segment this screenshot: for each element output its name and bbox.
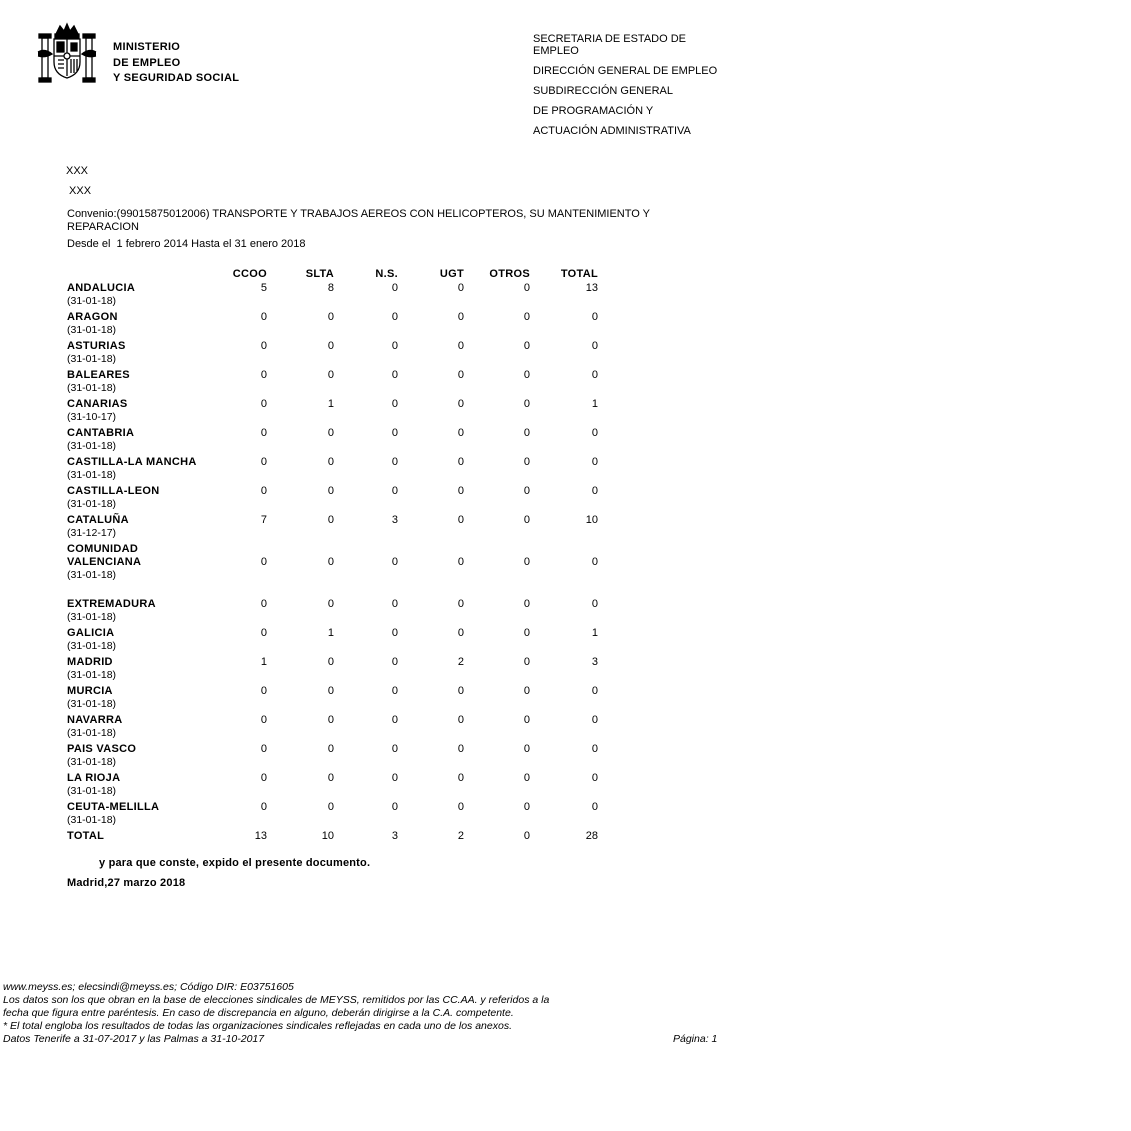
ministry-line: Y SEGURIDAD SOCIAL — [113, 72, 240, 84]
region-name: PAIS VASCO — [67, 743, 137, 755]
value-cell: 0 — [327, 656, 334, 668]
value-cell: 0 — [591, 427, 598, 439]
value-cell: 0 — [391, 801, 398, 813]
value-cell: 0 — [260, 369, 267, 381]
footer-line: Datos Tenerife a 31-07-2017 y las Palmas a 31-10-2017 — [3, 1033, 265, 1045]
value-cell: 0 — [523, 282, 530, 294]
column-header: TOTAL — [560, 268, 598, 280]
value-cell: 0 — [391, 398, 398, 410]
value-cell: 0 — [327, 772, 334, 784]
table-row — [67, 772, 598, 801]
department-line: DIRECCIÓN GENERAL DE EMPLEO — [533, 65, 718, 77]
ministry-line: DE EMPLEO — [113, 56, 181, 69]
region-date: (31-01-18) — [67, 698, 117, 710]
region-name: COMUNIDAD VALENCIANA — [67, 543, 142, 568]
value-cell: 0 — [457, 598, 464, 610]
value-cell: 0 — [457, 282, 464, 294]
department-line: DE PROGRAMACIÓN Y — [533, 105, 654, 117]
value-cell: 0 — [523, 340, 530, 352]
value-cell: 0 — [327, 801, 334, 813]
region-name: CASTILLA-LEON — [67, 485, 160, 497]
region-date: (31-10-17) — [67, 411, 117, 423]
value-cell: 7 — [260, 514, 267, 526]
department-line: EMPLEO — [533, 45, 579, 57]
value-cell: 0 — [327, 743, 334, 755]
value-cell: 0 — [523, 514, 530, 526]
value-cell: 0 — [523, 714, 530, 726]
footer-line: * El total engloba los resultados de todas las organizaciones sindicales reflejadas en cada uno de los anexos. — [3, 1020, 512, 1032]
value-cell: 0 — [327, 369, 334, 381]
value-cell: 0 — [523, 456, 530, 468]
recipient-address — [66, 163, 91, 203]
column-header: UGT — [439, 268, 464, 280]
results-table — [67, 266, 598, 848]
value-cell: 0 — [457, 556, 464, 568]
value-cell: 0 — [391, 311, 398, 323]
table-row — [67, 456, 598, 485]
value-cell: 1 — [260, 656, 267, 668]
footer-line: fecha que figura entre paréntesis. En caso de discrepancia en alguno, deberán dirigirse a la C.A. competente. — [3, 1007, 514, 1019]
value-cell: 0 — [391, 456, 398, 468]
region-name: ARAGON — [67, 311, 118, 323]
value-cell: 0 — [591, 598, 598, 610]
ministry-line: MINISTERIO — [113, 41, 181, 53]
region-date: (31-01-18) — [67, 295, 117, 307]
column-header: OTROS — [489, 268, 530, 280]
value-cell: 3 — [391, 514, 398, 526]
value-cell: 0 — [391, 369, 398, 381]
value-cell: 0 — [457, 485, 464, 497]
region-date: (31-01-18) — [67, 440, 117, 452]
value-cell: 0 — [457, 514, 464, 526]
address-line: XXX — [66, 165, 89, 177]
table-header-row — [67, 266, 598, 282]
region-name: ANDALUCIA — [67, 282, 136, 294]
table-row — [67, 543, 598, 598]
value-cell: 0 — [457, 714, 464, 726]
value-cell: 5 — [260, 282, 267, 294]
value-cell: 0 — [260, 772, 267, 784]
table-row — [67, 743, 598, 772]
value-cell: 0 — [523, 801, 530, 813]
value-cell: 1 — [591, 627, 598, 639]
value-cell: 0 — [591, 311, 598, 323]
value-cell: 2 — [457, 656, 464, 668]
value-cell: 0 — [591, 743, 598, 755]
value-cell: 0 — [591, 801, 598, 813]
region-cell — [67, 456, 217, 485]
value-cell: 0 — [391, 627, 398, 639]
value-cell: 0 — [260, 743, 267, 755]
region-date: (31-01-18) — [67, 498, 117, 510]
region-name: GALICIA — [67, 627, 115, 639]
region-cell — [67, 311, 217, 340]
department-block — [533, 33, 733, 137]
region-date: (31-01-18) — [67, 324, 117, 336]
footer-line: Los datos son los que obran en la base de elecciones sindicales de MEYSS, remitidos por las CC.AA. y referidos a la — [3, 994, 550, 1006]
region-name: MADRID — [67, 656, 113, 668]
region-cell — [67, 282, 217, 311]
period-text: Desde el 1 febrero 2014 Hasta el 31 enero 2018 — [67, 238, 306, 250]
value-cell: 0 — [523, 556, 530, 568]
region-cell — [67, 340, 217, 369]
value-cell: 0 — [457, 456, 464, 468]
region-cell — [67, 398, 217, 427]
value-cell: 0 — [523, 369, 530, 381]
value-cell: 0 — [523, 656, 530, 668]
table-row — [67, 627, 598, 656]
region-date: (31-01-18) — [67, 569, 117, 581]
value-cell: 13 — [585, 282, 598, 294]
value-cell: 0 — [327, 485, 334, 497]
value-cell: 0 — [523, 485, 530, 497]
value-cell: 0 — [391, 598, 398, 610]
value-cell: 0 — [457, 398, 464, 410]
value-cell: 1 — [327, 398, 334, 410]
column-header: CCOO — [232, 268, 267, 280]
total-value-cell: 13 — [254, 830, 267, 842]
value-cell: 0 — [591, 485, 598, 497]
value-cell: 0 — [457, 311, 464, 323]
region-cell — [67, 598, 217, 627]
footer-line: www.meyss.es; elecsindi@meyss.es; Código DIR: E03751605 — [3, 981, 294, 993]
address-line: XXX — [66, 185, 92, 197]
value-cell: 1 — [327, 627, 334, 639]
place-date: Madrid,27 marzo 2018 — [67, 877, 186, 889]
value-cell: 0 — [457, 340, 464, 352]
total-value-cell: 2 — [457, 830, 464, 842]
region-date: (31-01-18) — [67, 785, 117, 797]
value-cell: 0 — [327, 340, 334, 352]
region-name: BALEARES — [67, 369, 130, 381]
value-cell: 0 — [327, 514, 334, 526]
closing-statement: y para que conste, expido el presente documento. — [99, 857, 371, 869]
value-cell: 0 — [260, 685, 267, 697]
department-line: SUBDIRECCIÓN GENERAL — [533, 85, 673, 97]
value-cell: 0 — [591, 340, 598, 352]
value-cell: 0 — [391, 556, 398, 568]
region-cell — [67, 656, 217, 685]
value-cell: 0 — [391, 772, 398, 784]
total-value-cell: 0 — [523, 830, 530, 842]
convenio-title: Convenio:(99015875012006) TRANSPORTE Y TRABAJOS AEREOS CON HELICOPTEROS, SU MANTENIMIENTO Y REPARACION — [67, 208, 650, 233]
value-cell: 0 — [523, 685, 530, 697]
total-row — [67, 830, 598, 848]
value-cell: 0 — [523, 627, 530, 639]
value-cell: 0 — [260, 556, 267, 568]
region-date: (31-01-18) — [67, 756, 117, 768]
region-cell — [67, 627, 217, 656]
department-line: SECRETARIA DE ESTADO DE — [533, 33, 687, 45]
value-cell: 10 — [585, 514, 598, 526]
department-line: ACTUACIÓN ADMINISTRATIVA — [533, 125, 691, 137]
table-row — [67, 514, 598, 543]
table-row — [67, 369, 598, 398]
region-date: (31-01-18) — [67, 353, 117, 365]
value-cell: 0 — [591, 772, 598, 784]
value-cell: 0 — [260, 627, 267, 639]
value-cell: 0 — [591, 369, 598, 381]
value-cell: 0 — [260, 427, 267, 439]
value-cell: 0 — [327, 685, 334, 697]
region-cell — [67, 714, 217, 743]
value-cell: 0 — [457, 369, 464, 381]
page-number: Página: 1 — [673, 1033, 718, 1045]
value-cell: 0 — [260, 801, 267, 813]
total-label: TOTAL — [67, 830, 105, 842]
region-date: (31-01-18) — [67, 469, 117, 481]
value-cell: 0 — [523, 772, 530, 784]
region-date: (31-01-18) — [67, 669, 117, 681]
region-cell — [67, 427, 217, 456]
table-row — [67, 685, 598, 714]
region-name: LA RIOJA — [67, 772, 121, 784]
region-cell — [67, 543, 217, 598]
total-value-cell: 3 — [391, 830, 398, 842]
value-cell: 0 — [327, 427, 334, 439]
value-cell: 0 — [523, 427, 530, 439]
value-cell: 0 — [391, 340, 398, 352]
region-name: CANARIAS — [67, 398, 128, 410]
value-cell: 0 — [391, 714, 398, 726]
region-cell — [67, 801, 217, 830]
value-cell: 8 — [327, 282, 334, 294]
table-row — [67, 427, 598, 456]
footer-notes — [3, 981, 743, 1046]
value-cell: 0 — [457, 427, 464, 439]
region-name: NAVARRA — [67, 714, 123, 726]
value-cell: 0 — [260, 598, 267, 610]
value-cell: 3 — [591, 656, 598, 668]
region-date: (31-01-18) — [67, 640, 117, 652]
value-cell: 0 — [523, 311, 530, 323]
region-name: CATALUÑA — [67, 514, 129, 526]
table-row — [67, 656, 598, 685]
region-name: ASTURIAS — [67, 340, 126, 352]
ministry-name — [113, 40, 239, 87]
region-name: MURCIA — [67, 685, 113, 697]
value-cell: 0 — [591, 714, 598, 726]
value-cell: 0 — [391, 427, 398, 439]
value-cell: 0 — [457, 743, 464, 755]
value-cell: 0 — [523, 398, 530, 410]
region-date: (31-01-18) — [67, 611, 117, 623]
region-date: (31-12-17) — [67, 527, 117, 539]
region-cell — [67, 772, 217, 801]
value-cell: 0 — [457, 772, 464, 784]
value-cell: 0 — [260, 456, 267, 468]
value-cell: 0 — [457, 627, 464, 639]
table-row — [67, 282, 598, 311]
value-cell: 0 — [260, 398, 267, 410]
value-cell: 0 — [260, 714, 267, 726]
region-cell — [67, 369, 217, 398]
value-cell: 0 — [591, 456, 598, 468]
value-cell: 0 — [457, 685, 464, 697]
region-cell — [67, 685, 217, 714]
value-cell: 1 — [591, 398, 598, 410]
region-cell — [67, 514, 217, 543]
table-row — [67, 598, 598, 627]
value-cell: 0 — [327, 714, 334, 726]
value-cell: 0 — [523, 743, 530, 755]
table-row — [67, 485, 598, 514]
region-date: (31-01-18) — [67, 814, 117, 826]
region-header — [67, 266, 217, 282]
column-header: N.S. — [375, 268, 398, 280]
value-cell: 0 — [260, 311, 267, 323]
value-cell: 0 — [260, 485, 267, 497]
total-value-cell: 10 — [321, 830, 334, 842]
value-cell: 0 — [327, 311, 334, 323]
value-cell: 0 — [391, 282, 398, 294]
coat-of-arms-logo — [34, 22, 100, 88]
value-cell: 0 — [327, 556, 334, 568]
table-row — [67, 311, 598, 340]
table-row — [67, 714, 598, 743]
value-cell: 0 — [327, 598, 334, 610]
total-value-cell: 28 — [585, 830, 598, 842]
value-cell: 0 — [391, 685, 398, 697]
column-header: SLTA — [305, 268, 334, 280]
table-row — [67, 340, 598, 369]
region-cell — [67, 485, 217, 514]
value-cell: 0 — [260, 340, 267, 352]
value-cell: 0 — [327, 456, 334, 468]
value-cell: 0 — [457, 801, 464, 813]
table-row — [67, 801, 598, 830]
region-name: EXTREMADURA — [67, 598, 156, 610]
region-name: CEUTA-MELILLA — [67, 801, 160, 813]
region-cell — [67, 743, 217, 772]
value-cell: 0 — [391, 485, 398, 497]
value-cell: 0 — [591, 556, 598, 568]
table-row — [67, 398, 598, 427]
region-name: CANTABRIA — [67, 427, 135, 439]
value-cell: 0 — [391, 743, 398, 755]
value-cell: 0 — [591, 685, 598, 697]
region-date: (31-01-18) — [67, 727, 117, 739]
value-cell: 0 — [523, 598, 530, 610]
region-name: CASTILLA-LA MANCHA — [67, 456, 197, 468]
value-cell: 0 — [391, 656, 398, 668]
region-date: (31-01-18) — [67, 382, 117, 394]
total-label-cell — [67, 830, 217, 848]
